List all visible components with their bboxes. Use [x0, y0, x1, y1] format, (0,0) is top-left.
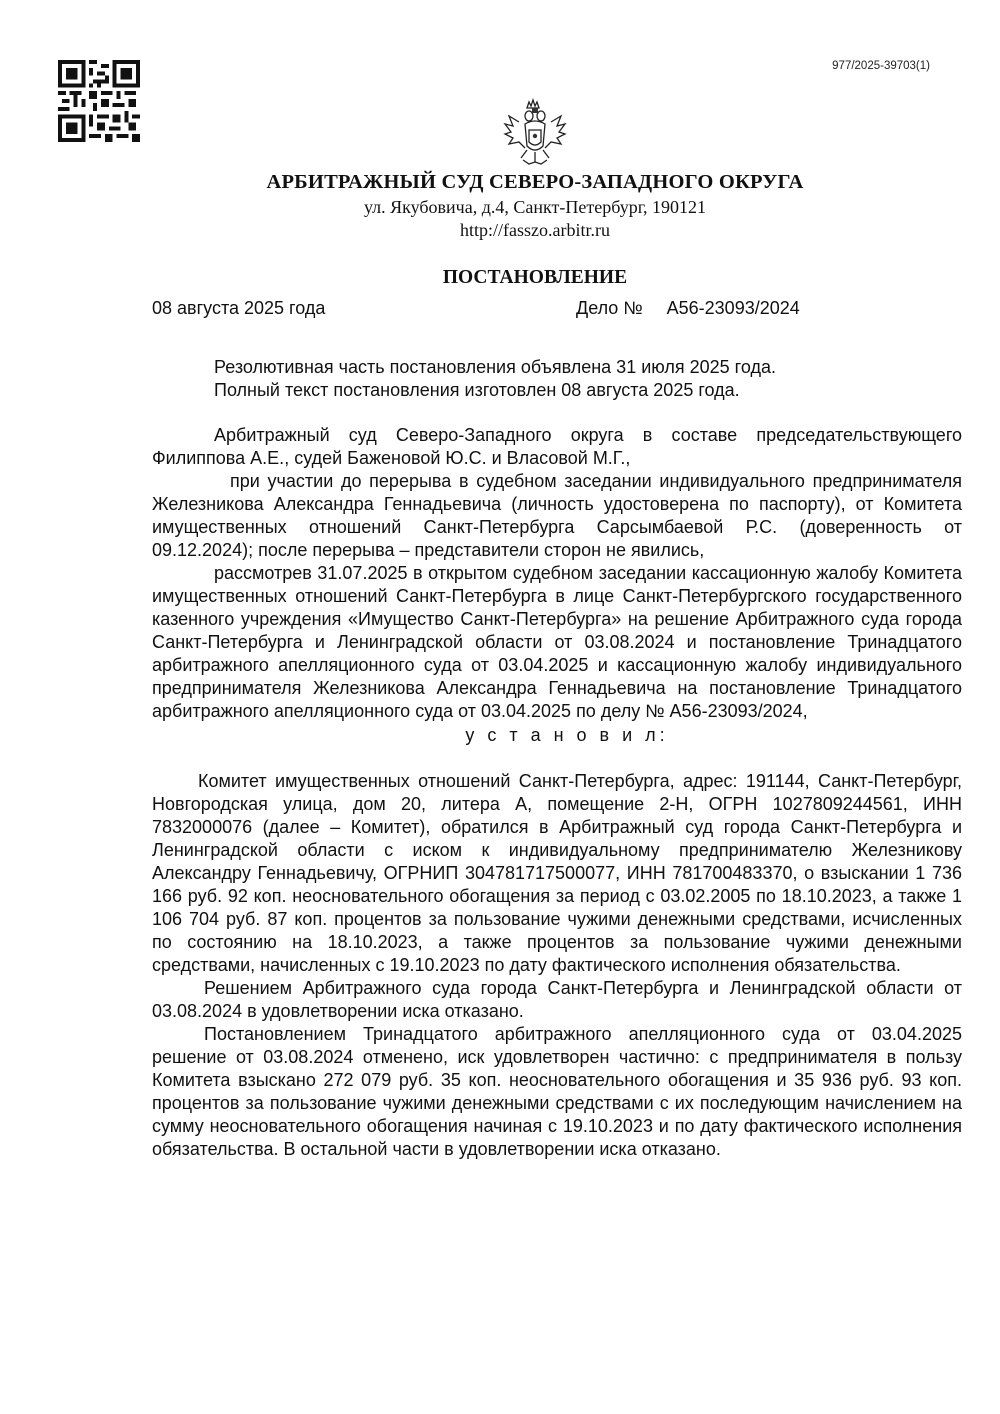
- paragraph-appeal: Постановлением Тринадцатого арбитражного апелляционного суда от 03.04.2025 решение от 03.08.2024 отменено, иск удовлетворен частично: с предпринимателя в пользу Комитета взыскано 272 079 руб. 35 коп. неосновательного обогащения и 35 936 руб. 93 коп. процентов за пользование чужими денежными средствами с их последующим начислением на сумму неосновательного обогащения начиная с 19.10.2023 и по дату фактического исполнения обязательства. В остальной части в удовлетворении иска отказано.: [152, 1024, 962, 1159]
- announce-line-2: Полный текст постановления изготовлен 08 августа 2025 года.: [214, 380, 740, 400]
- paragraph-considered: рассмотрев 31.07.2025 в открытом судебном заседании кассационную жалобу Комитета имущественных отношений Санкт-Петербурга в лице Санкт-Петербургского государственного казенного учреждения «Имущество Санкт-Петербурга» на решение Арбитражного суда города Санкт-Петербурга и Ленинградской области от 03.08.2024 и постановление Тринадцатого арбитражного апелляционного суда от 03.04.2025 и кассационную жалобу индивидуального предпринимателя Железникова Александра Геннадьевича на постановление Тринадцатого арбитражного апелляционного суда от 03.04.2025 по делу № А56-23093/2024,: [152, 563, 962, 721]
- document-id: 977/2025-39703(1): [832, 60, 930, 72]
- coat-of-arms-icon: [499, 98, 571, 170]
- qr-code: [58, 60, 140, 142]
- announcement-block: [214, 356, 944, 402]
- paragraph-composition: Арбитражный суд Северо-Западного округа в составе председательствующего Филиппова А.Е., судей Баженовой Ю.С. и Власовой М.Г.,: [152, 425, 962, 468]
- document-title: ПОСТАНОВЛЕНИЕ: [442, 267, 628, 288]
- court-header: [100, 168, 970, 242]
- case-number-line: [576, 297, 800, 320]
- paragraph-participation: при участии до перерыва в судебном заседании индивидуального предпринимателя Железникова Александра Геннадьевича (личность удостоверена по паспорту), от Комитета имущественных отношений Санкт-Петербурга Сарсымбаевой Р.С. (доверенность от 09.12.2024); после перерыва – представители сторон не явились,: [152, 471, 962, 560]
- document-date: 08 августа 2025 года: [152, 298, 326, 318]
- case-number: А56-23093/2024: [666, 298, 800, 318]
- court-website: http://fasszo.arbitr.ru: [460, 220, 610, 240]
- paragraph-established: у с т а н о в и л:: [465, 725, 669, 745]
- court-name: АРБИТРАЖНЫЙ СУД СЕВЕРО-ЗАПАДНОГО ОКРУГА: [266, 171, 804, 193]
- paragraph-claim: Комитет имущественных отношений Санкт-Петербурга, адрес: 191144, Санкт-Петербург, Новгородская улица, дом 20, литера А, помещение 2-Н, ОГРН 1027809244561, ИНН 7832000076 (далее – Комитет), обратился в Арбитражный суд города Санкт-Петербурга и Ленинградской области с иском к индивидуальному предпринимателю Железникову Александру Геннадьевичу, ОГРНИП 304781717500077, ИНН 781700483370, о взыскании 1 736 166 руб. 92 коп. неосновательного обогащения за период с 03.02.2005 по 18.10.2023, а также 1 106 704 руб. 87 коп. процентов за пользование чужими денежными средствами, исчисленных по состоянию на 18.10.2023, а также процентов за пользование чужими денежными средствами, начисленных с 19.10.2023 по дату фактического исполнения обязательства.: [152, 771, 962, 975]
- document-body: [152, 424, 962, 1161]
- announce-line-1: Резолютивная часть постановления объявлена 31 июля 2025 года.: [214, 357, 776, 377]
- court-address: ул. Якубовича, д.4, Санкт-Петербург, 190121: [363, 197, 707, 217]
- paragraph-decision: Решением Арбитражного суда города Санкт-Петербурга и Ленинградской области от 03.08.2024 в удовлетворении иска отказано.: [152, 978, 962, 1021]
- case-label: Дело №: [576, 298, 643, 318]
